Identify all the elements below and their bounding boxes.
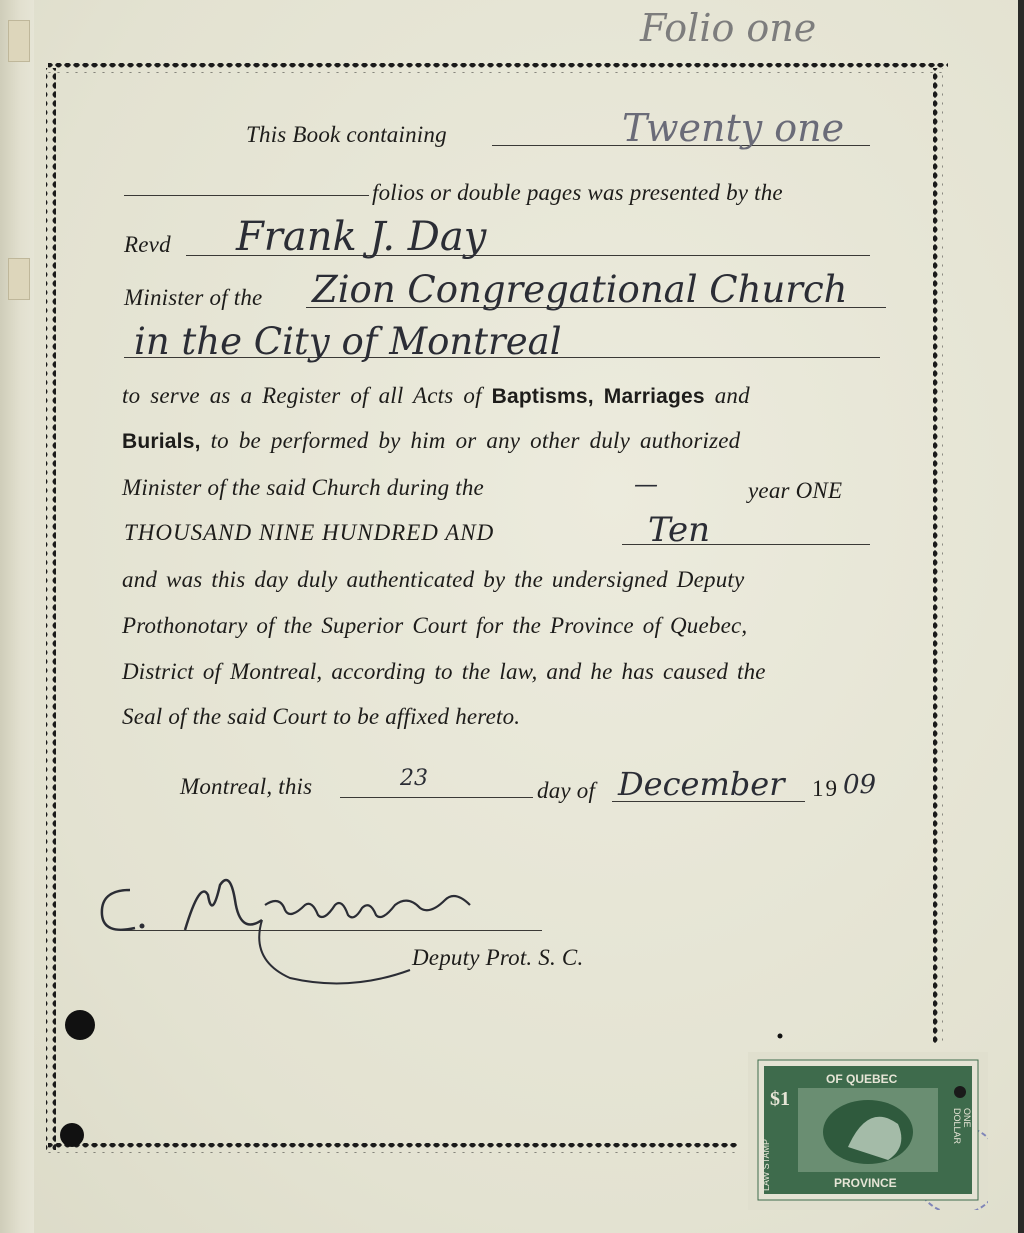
- text-day-of: day of: [537, 778, 596, 803]
- handwritten-church: Zion Congregational Church: [312, 268, 848, 311]
- text-burials: Burials,: [122, 430, 201, 453]
- signature-image: [90, 860, 510, 1000]
- text-prothonotary: Prothonotary of the Superior Court for the Province of Quebec,: [122, 613, 748, 638]
- text-19: 19: [812, 776, 839, 801]
- text-district: District of Montreal, according to the law, and he has caused the: [122, 659, 766, 684]
- text-year-one: year ONE: [748, 478, 843, 503]
- text-performed: to be performed by him or any other duly authorized: [210, 428, 741, 453]
- blank-line: [340, 797, 533, 798]
- text-register-lead: to serve as a Register of all Acts of: [122, 383, 482, 408]
- text-authenticated: and was this day duly authenticated by the undersigned Deputy: [122, 567, 745, 592]
- text-marriages: Marriages: [603, 385, 705, 408]
- handwritten-year-word: Ten: [648, 510, 711, 550]
- handwritten-month: December: [618, 765, 785, 803]
- text-seal: Seal of the said Court to be affixed hereto.: [122, 704, 521, 729]
- handwritten-city: in the City of Montreal: [134, 320, 562, 363]
- blank-line: [124, 195, 369, 196]
- text-minister-of: Minister of the: [124, 285, 263, 310]
- text-thousand: THOUSAND NINE HUNDRED AND: [124, 520, 495, 545]
- text-montreal-this: Montreal, this: [180, 774, 313, 799]
- handwritten-minister: Frank J. Day: [236, 214, 487, 260]
- text-and: and: [714, 383, 750, 408]
- text-deputy-prot: Deputy Prot. S. C.: [412, 945, 584, 970]
- stamp-value: $1: [770, 1088, 790, 1110]
- text-register: [122, 383, 750, 409]
- text-folios: folios or double pages was presented by the: [372, 180, 783, 205]
- text-minister-said-church: Minister of the said Church during the: [122, 475, 484, 500]
- handwritten-count: Twenty one: [622, 106, 845, 150]
- stamp-right-text: ONE DOLLAR: [952, 1108, 972, 1145]
- handwritten-day: 23: [400, 766, 428, 791]
- text-revd: Revd: [124, 232, 171, 257]
- folio-note: Folio one: [640, 6, 817, 50]
- handwritten-year-end: 09: [843, 770, 877, 800]
- text-burials-line: [122, 428, 740, 454]
- handwritten-year-dash: —: [634, 470, 658, 498]
- text-baptisms: Baptisms,: [491, 385, 594, 408]
- law-stamp: [748, 1052, 988, 1210]
- text-book-containing: This Book containing: [246, 122, 447, 147]
- stamp-bottom-text: PROVINCE: [834, 1176, 897, 1190]
- stamp-left-text: LAW STAMP: [761, 1138, 772, 1192]
- stamp-top-text: OF QUEBEC: [826, 1072, 898, 1086]
